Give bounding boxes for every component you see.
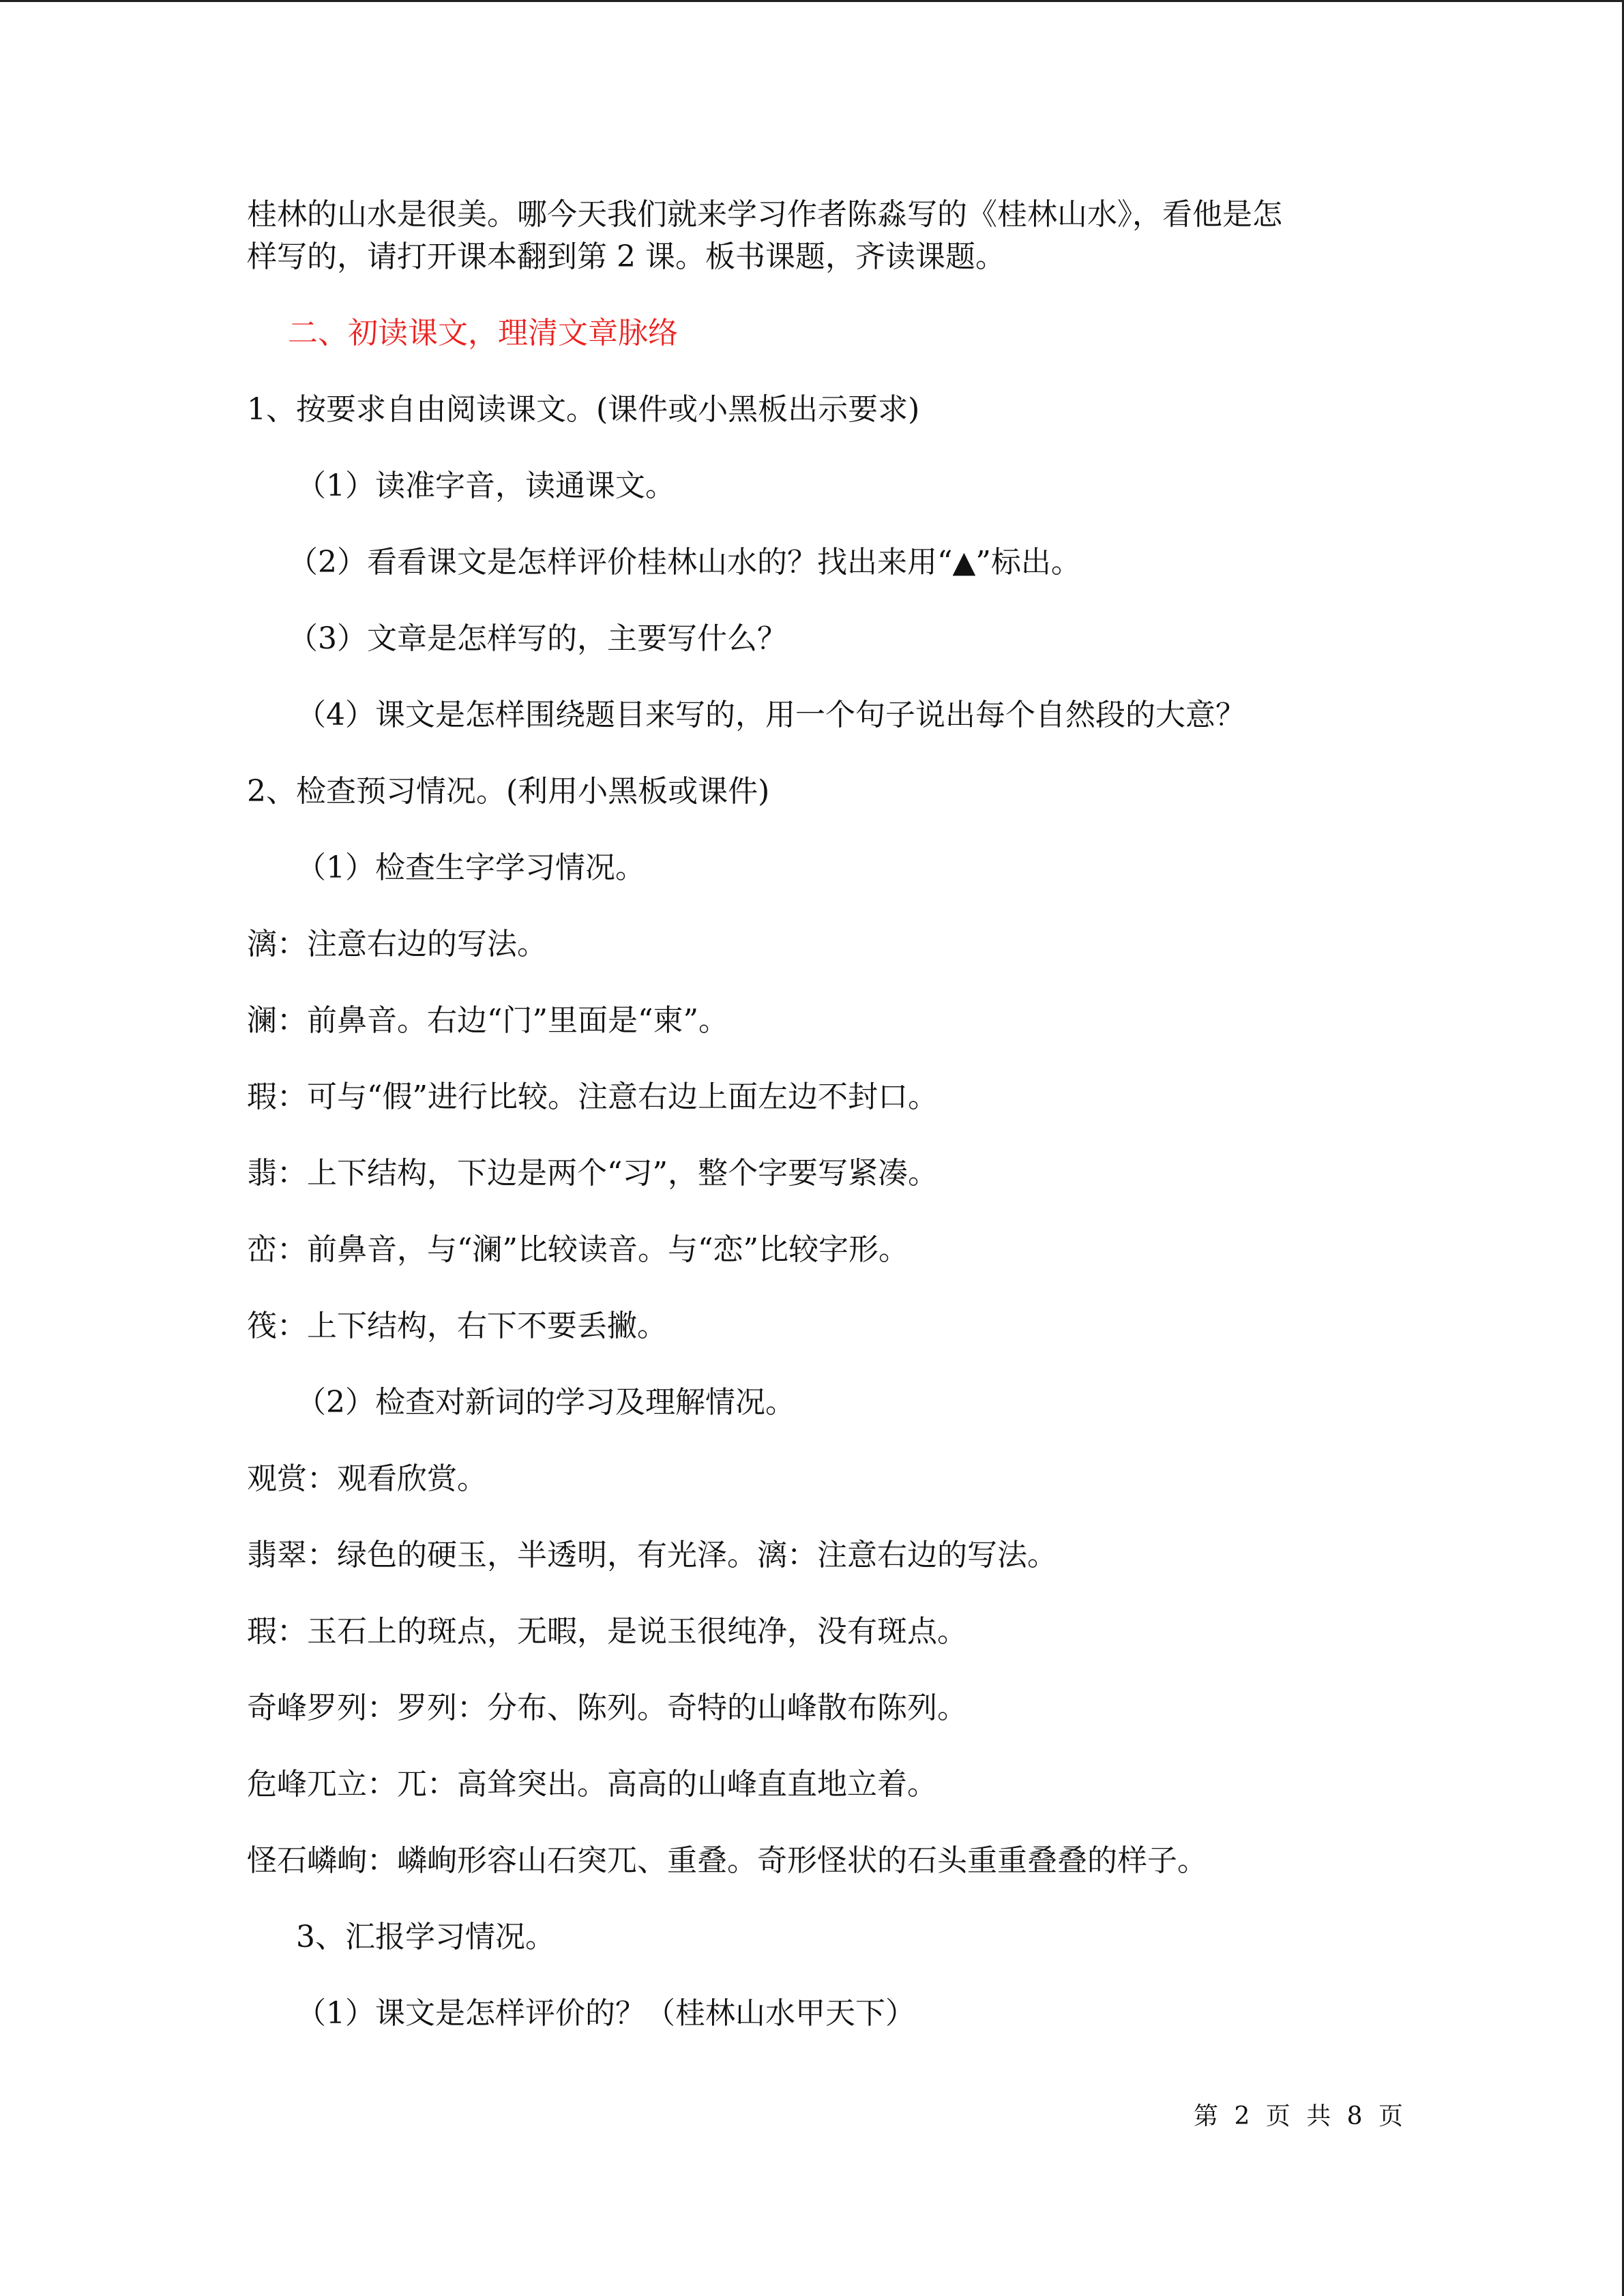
page-top-border xyxy=(0,0,1624,2)
intro-line-1: 桂林的山水是很美。哪今天我们就来学习作者陈淼写的《桂林山水》，看他是怎 xyxy=(247,197,1282,232)
word-note: 观赏：观看欣赏。 xyxy=(247,1461,487,1496)
list-item-1-sub-4: （4）课文是怎样围绕题目来写的，用一个句子说出每个自然段的大意？ xyxy=(296,698,1245,732)
document-page xyxy=(247,196,1379,2033)
page-number-footer: 第 2 页 共 8 页 xyxy=(1194,2102,1408,2130)
word-note: 怪石嶙峋：嶙峋形容山石突兀、重叠。奇形怪状的石头重重叠叠的样子。 xyxy=(247,1843,1207,1878)
char-note: 瑕：可与“假”进行比较。注意右边上面左边不封口。 xyxy=(247,1079,938,1114)
char-note: 峦：前鼻音，与“澜”比较读音。与“恋”比较字形。 xyxy=(247,1232,909,1267)
list-item-2-sub-2: （2）检查对新词的学习及理解情况。 xyxy=(296,1385,795,1420)
list-item-1-sub-1: （1）读准字音，读通课文。 xyxy=(296,468,675,503)
list-item-3: 3、汇报学习情况。 xyxy=(296,1920,555,1954)
word-note: 瑕：玉石上的斑点，无暇，是说玉很纯净，没有斑点。 xyxy=(247,1614,967,1649)
list-item-1-sub-2: （2）看看课文是怎样评价桂林山水的？找出来用“▲”标出。 xyxy=(288,545,1081,580)
char-note: 筏：上下结构，右下不要丢撇。 xyxy=(247,1309,667,1343)
char-note: 澜：前鼻音。右边“门”里面是“柬”。 xyxy=(247,1003,728,1038)
list-item-1: 1、按要求自由阅读课文。(课件或小黑板出示要求) xyxy=(247,392,920,427)
section-heading: 二、初读课文，理清文章脉络 xyxy=(288,316,678,351)
char-note: 漓：注意右边的写法。 xyxy=(247,927,547,961)
list-item-1-sub-3: （3）文章是怎样写的，主要写什么？ xyxy=(288,621,787,656)
word-note: 危峰兀立：兀：高耸突出。高高的山峰直直地立着。 xyxy=(247,1767,937,1802)
char-note: 翡：上下结构，下边是两个“习”，整个字要写紧凑。 xyxy=(247,1156,938,1191)
list-item-2: 2、检查预习情况。(利用小黑板或课件) xyxy=(247,774,770,809)
list-item-2-sub-1: （1）检查生字学习情况。 xyxy=(296,850,645,885)
word-note: 奇峰罗列：罗列：分布、陈列。奇特的山峰散布陈列。 xyxy=(247,1690,967,1725)
intro-line-2: 样写的，请打开课本翻到第 2 课。板书课题，齐读课题。 xyxy=(247,239,1005,274)
word-note: 翡翠：绿色的硬玉，半透明，有光泽。漓：注意右边的写法。 xyxy=(247,1538,1057,1572)
list-item-3-sub-1: （1）课文是怎样评价的？（桂林山水甲天下） xyxy=(296,1996,915,2031)
